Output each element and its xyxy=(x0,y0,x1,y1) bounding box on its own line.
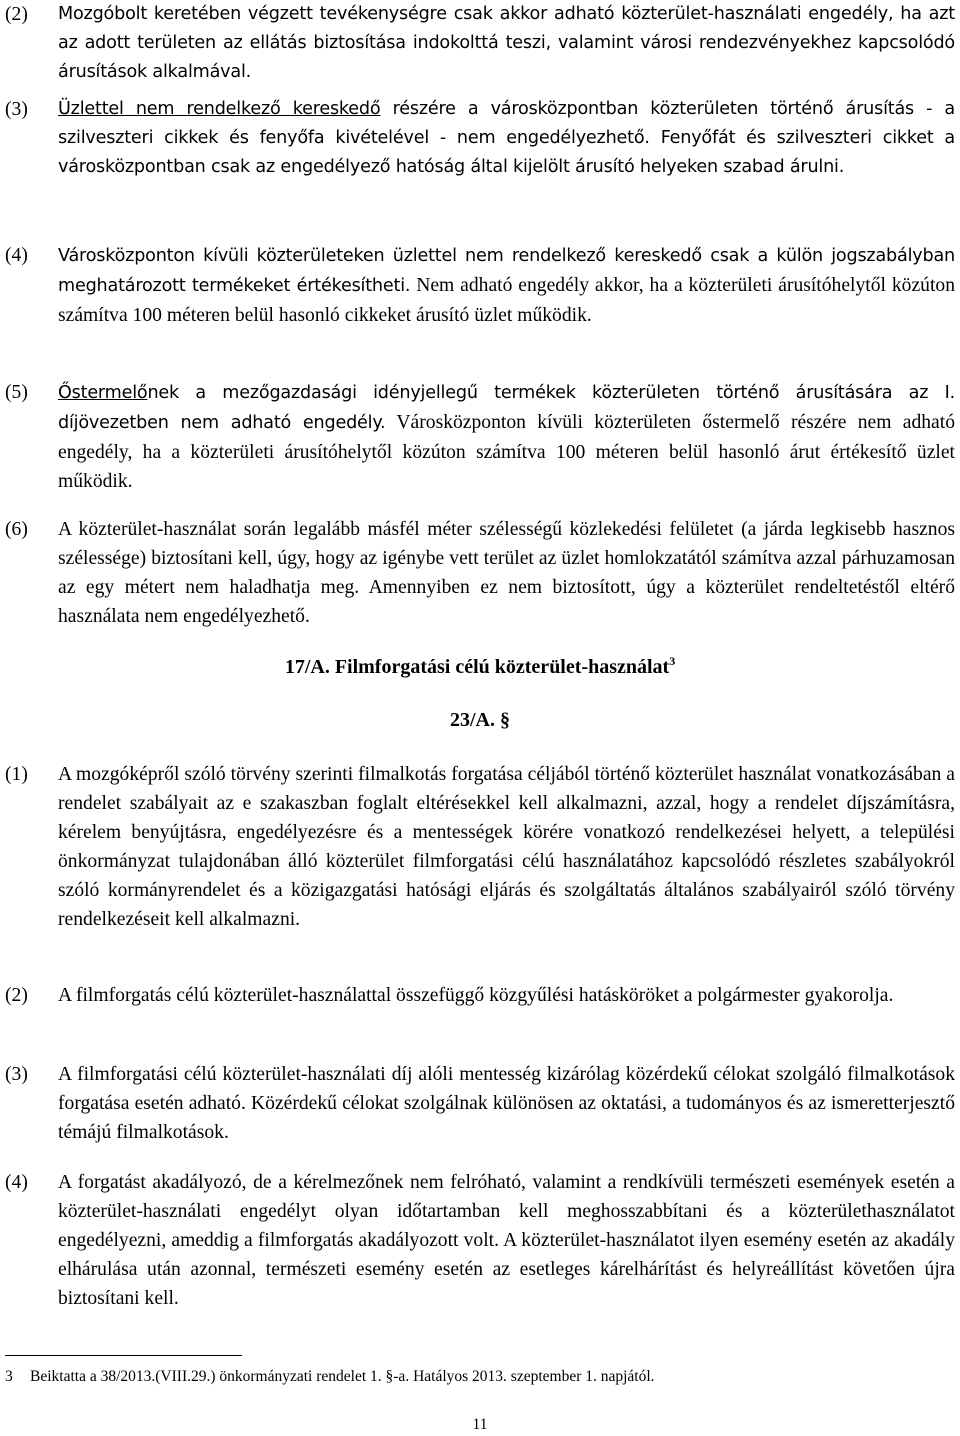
paragraph-6 xyxy=(5,515,955,631)
paragraph-text xyxy=(58,241,955,330)
kereskedo-link[interactable]: Üzlettel nem rendelkező kereskedő xyxy=(58,99,381,119)
footnote-reference[interactable]: 3 xyxy=(669,654,676,668)
film-paragraph-1 xyxy=(5,760,955,934)
paragraph-number: (2) xyxy=(5,4,28,25)
paragraph-text xyxy=(58,95,955,182)
paragraph-text xyxy=(58,378,955,496)
paragraph-number: (4) xyxy=(5,245,28,266)
footnote xyxy=(5,1366,655,1388)
paragraph-number: (1) xyxy=(5,764,28,785)
paragraph-number: (6) xyxy=(5,519,28,540)
section-heading-text: 17/A. Filmforgatási célú közterület-használat xyxy=(284,656,670,678)
paragraph-text-part: nek a mezőgazdasági idényjellegű termékek közterületen történő árusítására az I. díjövezetben nem adható engedély. xyxy=(58,383,955,433)
paragraph-4 xyxy=(5,241,955,330)
paragraph-3 xyxy=(5,95,955,182)
paragraph-text: A közterület-használat során legalább másfél méter szélességű közlekedési felületet (a járda legkisebb hasznos szélessége) biztosítani kell, úgy, hogy az igénybe vett terület az üzlet homlokzatától számítva azzal párhuzamosan az egy métert nem haladhatja meg. Amennyiben ez nem biztosított, úgy a közterület rendeltetéstől eltérő használata nem engedélyezhető. xyxy=(58,519,955,627)
paragraph-text: A filmforgatás célú közterület-használattal összefüggő közgyűlési hatásköröket a polgármester gyakorolja. xyxy=(58,985,894,1006)
film-paragraph-3 xyxy=(5,1060,955,1147)
footnote-text: Beiktatta a 38/2013.(VIII.29.) önkormányzati rendelet 1. §-a. Hatályos 2013. szeptember 1. napjától. xyxy=(30,1368,655,1385)
paragraph-number: (2) xyxy=(5,985,28,1006)
paragraph-text: A forgatást akadályozó, de a kérelmezőnek nem felróható, valamint a rendkívüli természeti események esetén a közterület-használati engedélyt olyan időtartamban kell meghosszabbítani és a közterülethasználatot engedélyezni, ameddig a filmforgatás akadályozott volt. A közterület-használatot ilyen esemény esetén az akadály elhárulása után azonnal, természeti esemény esetén az esetleges kárelhárítást és helyreállítást követően újra biztosítani kell. xyxy=(58,1172,955,1309)
footnote-separator xyxy=(5,1355,242,1356)
section-heading xyxy=(0,653,960,681)
article-heading: 23/A. § xyxy=(450,709,510,731)
paragraph-text-part: Fenyőfát és szilveszteri cikket a városközpontban csak az engedélyező hatóság által kijelölt árusító helyeken szabad árulni. xyxy=(58,128,955,177)
paragraph-number: (5) xyxy=(5,382,28,403)
paragraph-text-part: Városközponton kívüli közterületeken üzlettel nem rendelkező kereskedő csak a külön jogszabályban meghatározott termékeket értékesítheti. xyxy=(58,246,955,296)
paragraph-number: (4) xyxy=(5,1172,28,1193)
film-paragraph-4 xyxy=(5,1168,955,1313)
paragraph-text-part: részére a városközpontban közterületen történő árusítás - a szilveszteri cikkek és fenyőfa kivételével - nem engedélyezhető. xyxy=(58,99,955,148)
paragraph-text-part: Nem adható engedély akkor, ha a közterületi árusítóhelytől közúton számítva 100 méteren belül hasonló cikkeket árusító üzlet működik. xyxy=(58,275,955,326)
film-paragraph-2 xyxy=(5,981,955,1010)
page-number: 11 xyxy=(472,1416,488,1433)
paragraph-5 xyxy=(5,378,955,496)
paragraph-text: Mozgóbolt keretében végzett tevékenységre csak akkor adható közterület-használati engedély, ha azt az adott területen az ellátás biztosítása indokolttá teszi, valamint városi rendezvényekhez kapcsolódó árusítások alkalmával. xyxy=(58,4,955,82)
paragraph-2 xyxy=(5,0,955,87)
footnote-mark: 3 xyxy=(5,1368,13,1385)
paragraph-text: A mozgóképről szóló törvény szerinti filmalkotás forgatása céljából történő közterület használat vonatkozásában a rendelet szabályait az e szakaszban foglalt eltérésekkel kell alkalmazni, azzal, hogy a rendelet díjszámításra, kérelem benyújtásra, engedélyezésre és a mentességek körére vonatkozó rendelkezései helyett, a települési önkormányzat tulajdonában álló közterület filmforgatási célú használatához kapcsolódó részletes szabályokról szóló kormányrendelet és a közigazgatási hatósági eljárás és szolgáltatás általános szabályairól szóló törvény rendelkezéseit kell alkalmazni. xyxy=(58,764,955,930)
ostermelo-link[interactable]: Őstermelő xyxy=(58,383,148,403)
paragraph-text: A filmforgatási célú közterület-használati díj alóli mentesség kizárólag közérdekű célokat szolgáló filmalkotások forgatása esetén adható. Közérdekű célokat szolgálnak különösen az oktatási, a tudományos és az ismeretterjesztő témájú filmalkotások. xyxy=(58,1064,955,1143)
paragraph-text-part: Városközponton kívüli közterületen őstermelő részére nem adható engedély, ha a közterületi árusítóhelytől közúton számítva 100 méteren belül hasonló árut értékesítő üzlet működik. xyxy=(58,412,955,492)
paragraph-number: (3) xyxy=(5,99,28,120)
paragraph-number: (3) xyxy=(5,1064,28,1085)
